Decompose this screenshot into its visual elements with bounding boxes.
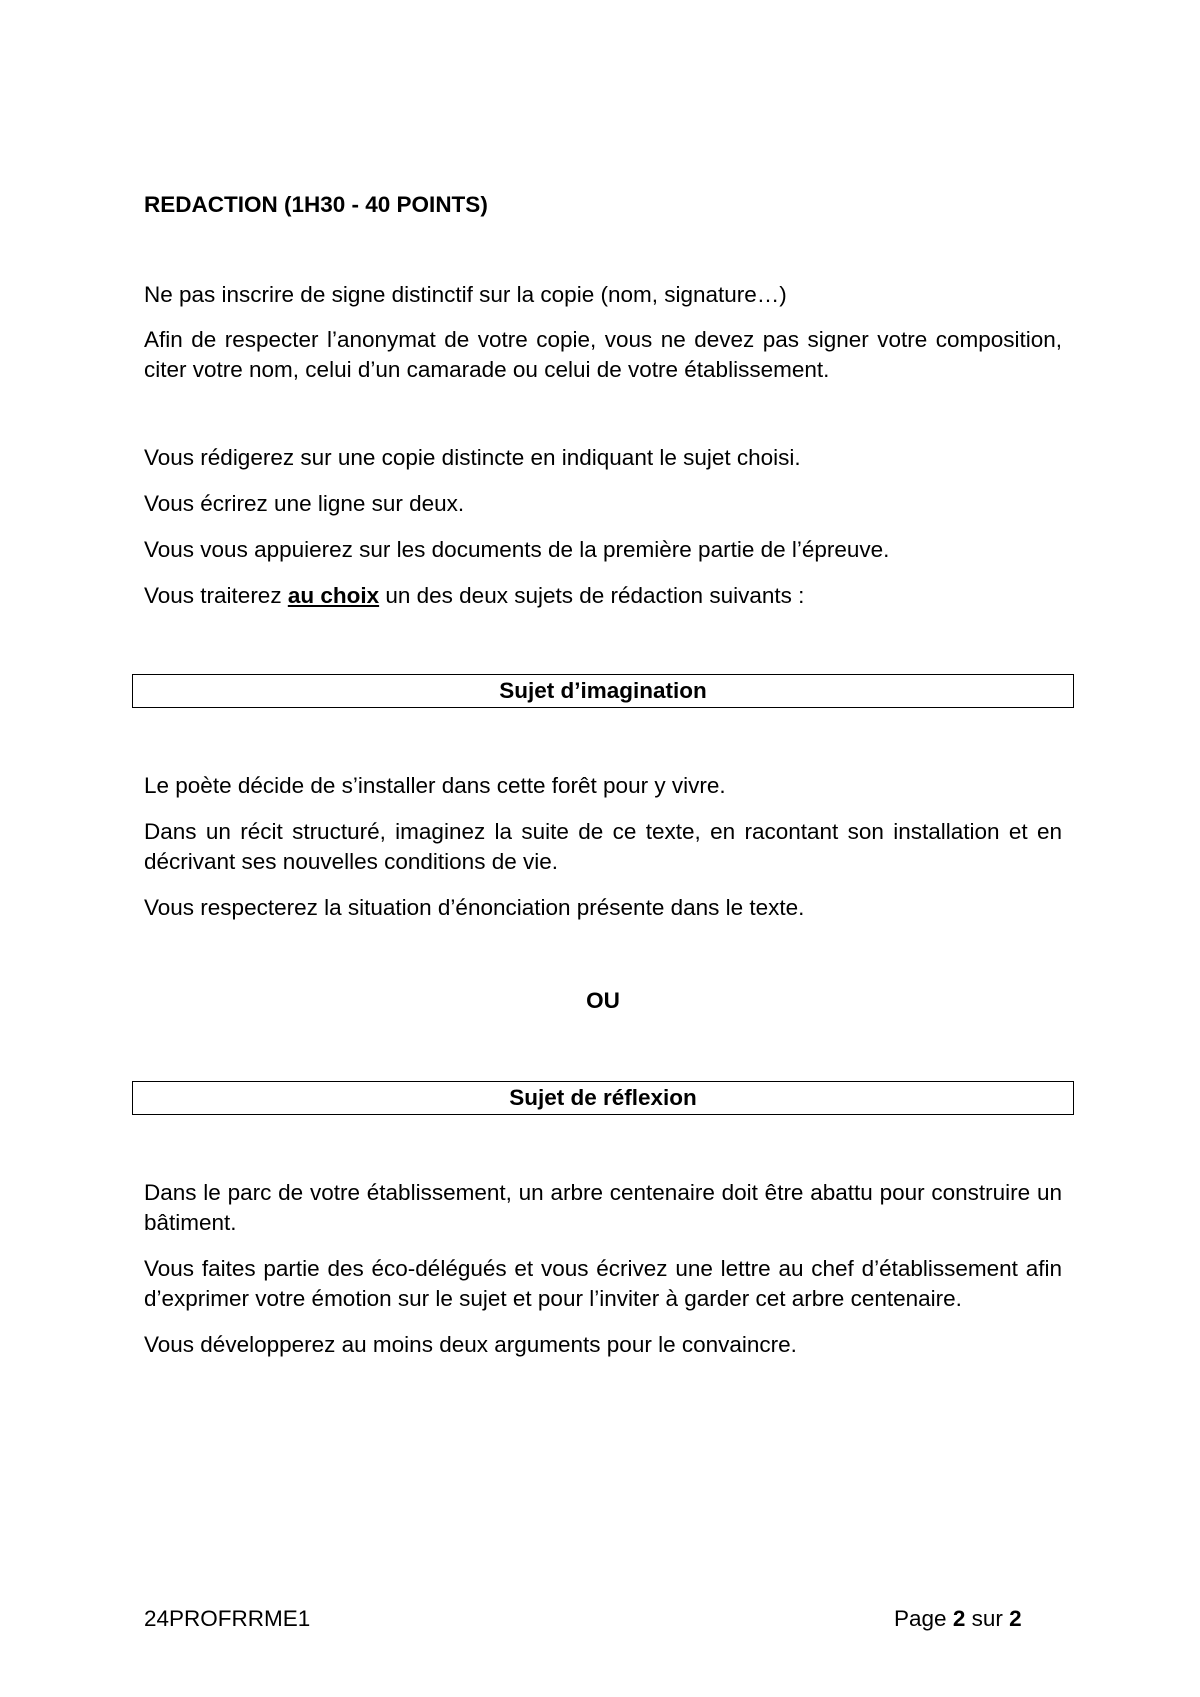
subject-imagination-title: Sujet d’imagination [499, 678, 707, 703]
footer-page-number [894, 1604, 1022, 1634]
instruction-documents: Vous vous appuierez sur les documents de la première partie de l’épreuve. [144, 537, 890, 562]
subject-reflexion-title-box [132, 1081, 1074, 1115]
instruction-choice [144, 581, 1062, 611]
page-middle: sur [965, 1606, 1010, 1631]
reflexion-paragraph-1: Dans le parc de votre établissement, un arbre centenaire doit être abattu pour construire un bâtiment. [144, 1180, 1062, 1235]
choice-emphasis: au choix [287, 583, 380, 608]
instruction-line-spacing: Vous écrirez une ligne sur deux. [144, 491, 465, 516]
subject-reflexion-title: Sujet de réflexion [509, 1085, 697, 1110]
imagination-paragraph-2: Dans un récit structuré, imaginez la suite de ce texte, en racontant son installation et en décrivant ses nouvelles conditions de vie. [144, 819, 1062, 874]
subject-imagination-title-box [132, 674, 1074, 708]
reflexion-paragraph-2: Vous faites partie des éco-délégués et vous écrivez une lettre au chef d’établissement afin d’exprimer votre émotion sur le sujet et pour l’inviter à garder cet arbre centenaire. [144, 1256, 1062, 1311]
separator-ou: OU [586, 988, 620, 1013]
page-total: 2 [1009, 1606, 1022, 1631]
imagination-paragraph-3: Vous respecterez la situation d’énonciation présente dans le texte. [144, 895, 805, 920]
instruction-no-mark: Ne pas inscrire de signe distinctif sur la copie (nom, signature…) [144, 282, 787, 307]
footer-exam-code: 24PROFRRME1 [144, 1606, 311, 1631]
section-heading: REDACTION (1H30 - 40 POINTS) [144, 192, 488, 217]
instruction-separate-copy: Vous rédigerez sur une copie distincte en indiquant le sujet choisi. [144, 445, 801, 470]
choice-suffix: un des deux sujets de rédaction suivants : [379, 583, 805, 608]
page-prefix: Page [894, 1606, 953, 1631]
reflexion-paragraph-3: Vous développerez au moins deux arguments pour le convaincre. [144, 1332, 797, 1357]
imagination-paragraph-1: Le poète décide de s’installer dans cette forêt pour y vivre. [144, 773, 726, 798]
page-current: 2 [952, 1606, 966, 1631]
instruction-anonymity: Afin de respecter l’anonymat de votre copie, vous ne devez pas signer votre composition, citer votre nom, celui d’un camarade ou celui de votre établissement. [144, 327, 1062, 382]
choice-prefix: Vous traiterez [144, 583, 288, 608]
